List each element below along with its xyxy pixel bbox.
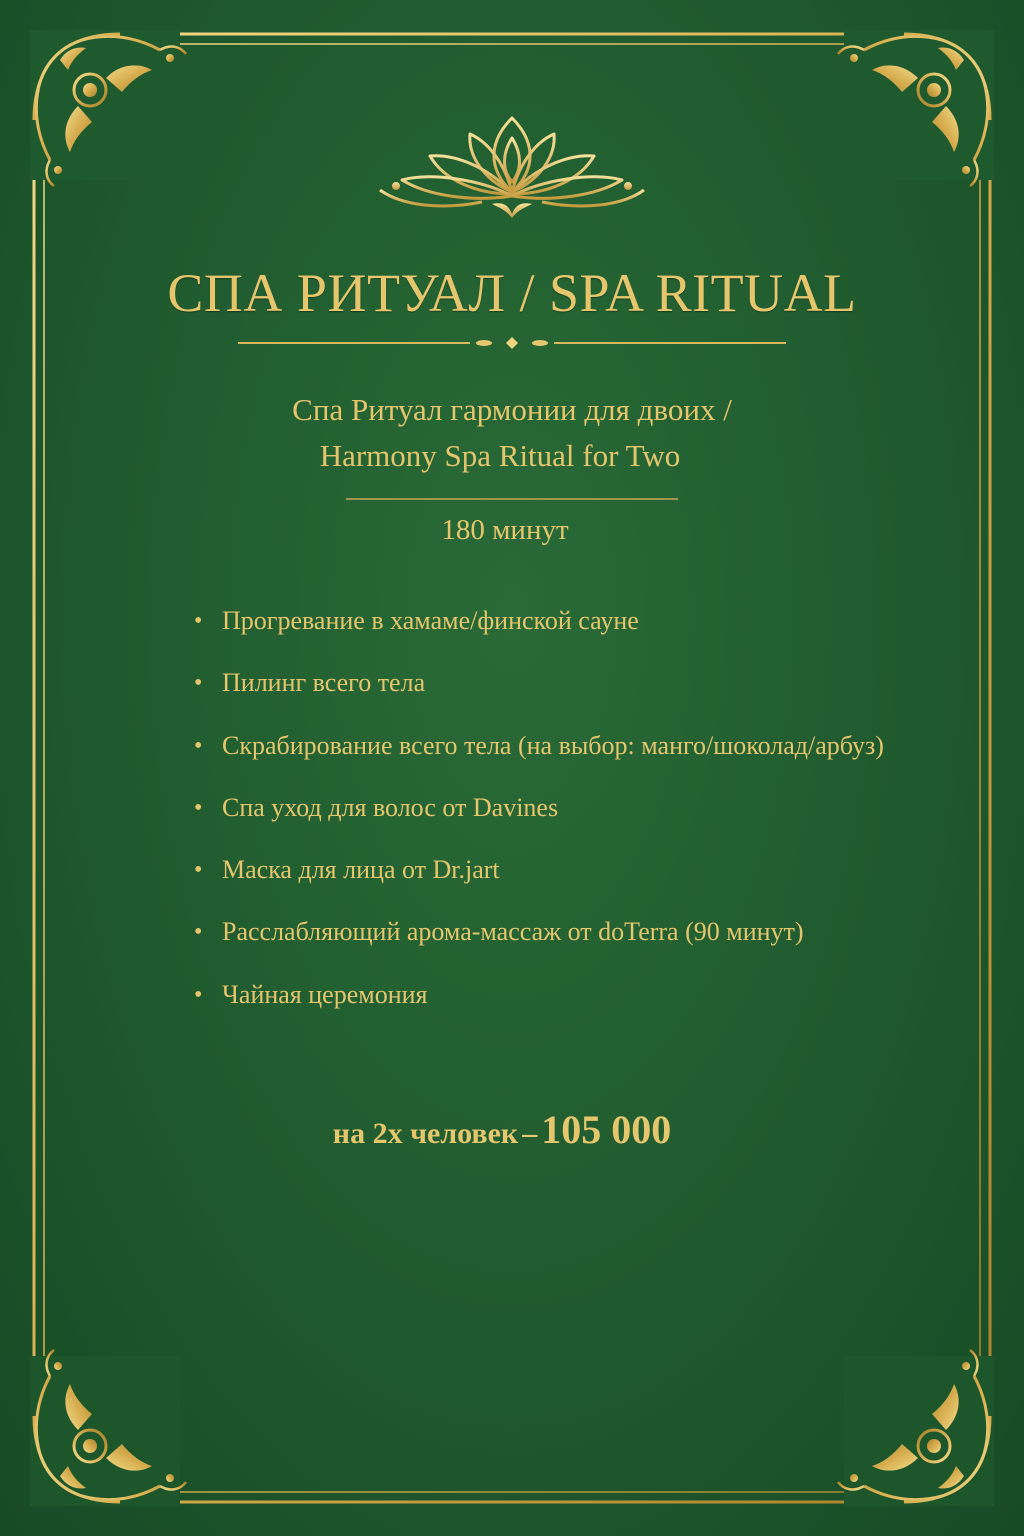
- price-label: на 2х человек: [332, 1117, 519, 1150]
- ritual-name-ru: Спа Ритуал гармонии для двоих /: [292, 392, 732, 427]
- bullet-icon: •: [194, 670, 203, 697]
- bullet-icon: •: [194, 857, 203, 884]
- bullet-icon: •: [194, 981, 203, 1008]
- title-divider: [238, 336, 786, 350]
- bullet-icon: •: [194, 794, 203, 821]
- corner-top-left-icon: [30, 30, 186, 186]
- corner-bottom-right-icon: [838, 1350, 994, 1506]
- list-item: [194, 791, 914, 853]
- service-label: Пилинг всего тела: [222, 668, 426, 698]
- list-item: [194, 915, 914, 977]
- service-label: Прогревание в хамаме/финской сауне: [222, 606, 639, 635]
- bullet-icon: •: [194, 919, 203, 946]
- bullet-icon: •: [194, 608, 203, 634]
- ritual-name-en: Harmony Spa Ritual for Two: [319, 438, 681, 473]
- ritual-duration: 180 минут: [441, 514, 569, 546]
- list-item: [194, 853, 914, 915]
- service-label: Скрабирование всего тела (на выбор: манго/шоколад/арбуз): [222, 730, 884, 760]
- list-item: [194, 604, 914, 666]
- list-item: [194, 666, 914, 728]
- price-line: [0, 1106, 1004, 1153]
- service-label: Маска для лица от Dr.jart: [222, 855, 500, 885]
- lotus-icon: [372, 110, 652, 220]
- service-label: Спа уход для волос от Davines: [222, 792, 559, 822]
- price-separator: –: [522, 1117, 538, 1150]
- page-title: СПА РИТУАЛ / SPA RITUAL: [167, 263, 857, 323]
- bullet-icon: •: [194, 732, 203, 759]
- price-value: 105 000: [541, 1107, 672, 1152]
- list-item: [194, 978, 914, 1040]
- list-item: [194, 729, 914, 791]
- corner-bottom-left-icon: [30, 1350, 186, 1506]
- service-label: Чайная церемония: [222, 979, 428, 1009]
- service-label: Расслабляющий арома-массаж от doTerra (90 минут): [222, 917, 804, 947]
- subtitle-divider: [346, 498, 678, 500]
- services-list: [194, 604, 914, 1040]
- corner-top-right-icon: [838, 30, 994, 186]
